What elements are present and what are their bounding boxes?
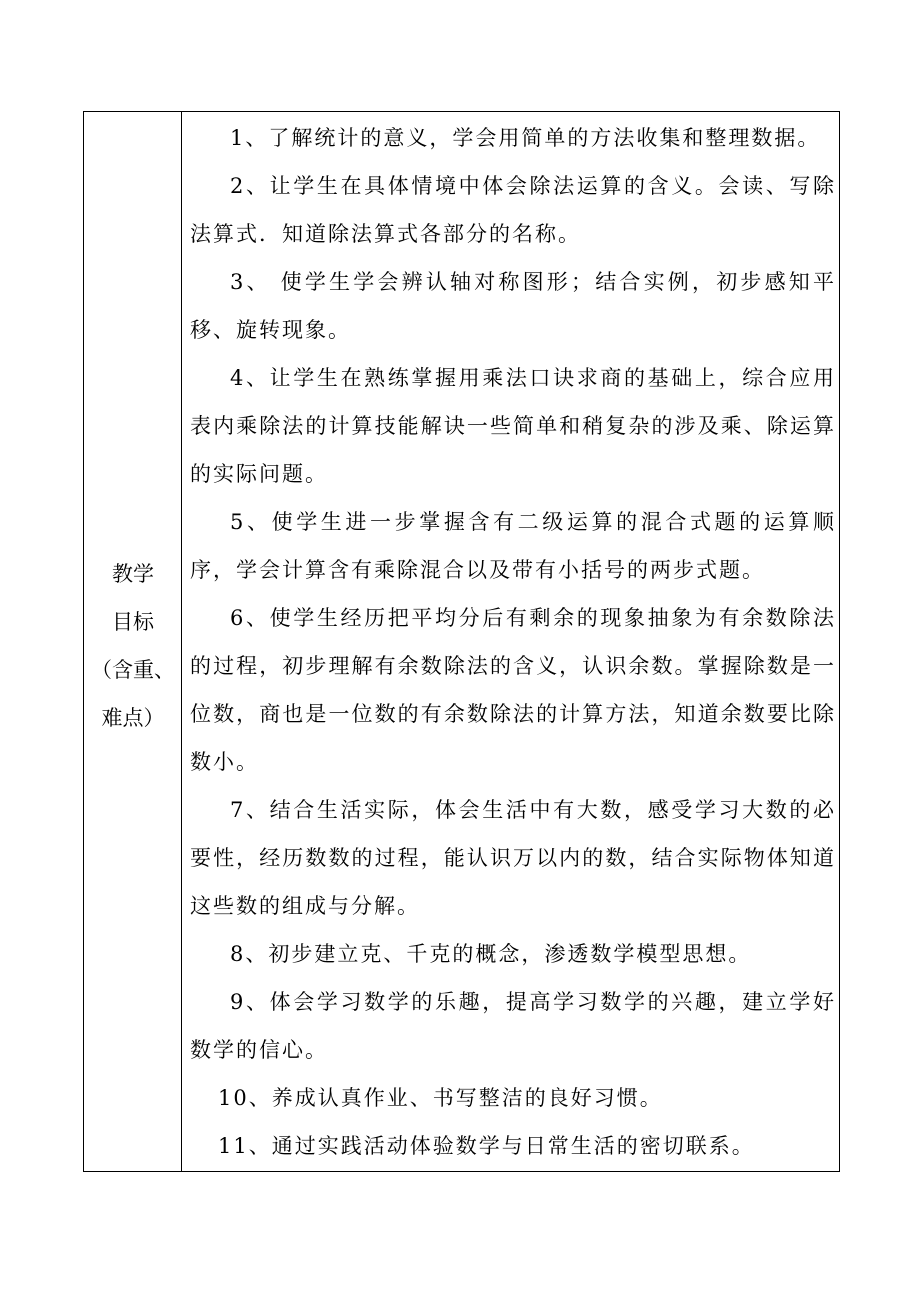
objective-item: 2、让学生在具体情境中体会除法运算的含义。会读、写除法算式．知道除法算式各部分的名称。 [190, 174, 836, 246]
label-line-3: （含重、 [91, 658, 175, 682]
content-cell [182, 112, 841, 1171]
label-line-4: 难点） [101, 706, 165, 730]
label-line-1: 教学 [112, 562, 154, 586]
label-line-2: 目标 [112, 610, 154, 634]
objective-item: 6、使学生经历把平均分后有剩余的现象抽象为有余数除法的过程，初步理解有余数除法的含义，认识余数。掌握除数是一位数，商也是一位数的有余数除法的计算方法，知道余数要比除数小。 [190, 606, 836, 774]
objective-item: 11、通过实践活动体验数学与日常生活的密切联系。 [218, 1134, 755, 1158]
objective-item: 10、养成认真作业、书写整洁的良好习惯。 [218, 1086, 663, 1110]
objective-item: 5、使学生进一步掌握含有二级运算的混合式题的运算顺序，学会计算含有乘除混合以及带有小括号的两步式题。 [190, 510, 836, 582]
objective-item: 7、结合生活实际，体会生活中有大数，感受学习大数的必要性，经历数数的过程，能认识万以内的数，结合实际物体知道这些数的组成与分解。 [190, 798, 836, 918]
row-label [84, 550, 182, 742]
objective-item: 8、初步建立克、千克的概念，渗透数学模型思想。 [230, 942, 752, 966]
objectives-table [83, 111, 840, 1172]
label-cell [84, 112, 182, 1171]
objective-item: 9、体会学习数学的乐趣，提高学习数学的兴趣，建立学好数学的信心。 [190, 990, 836, 1062]
objective-item: 4、让学生在熟练掌握用乘法口诀求商的基础上，综合应用表内乘除法的计算技能解诀一些简单和稍复杂的涉及乘、除运算的实际问题。 [190, 366, 836, 486]
objective-item: 3、 使学生学会辨认轴对称图形；结合实例，初步感知平移、旋转现象。 [190, 270, 836, 342]
objective-item: 1、了解统计的意义，学会用简单的方法收集和整理数据。 [230, 126, 821, 150]
